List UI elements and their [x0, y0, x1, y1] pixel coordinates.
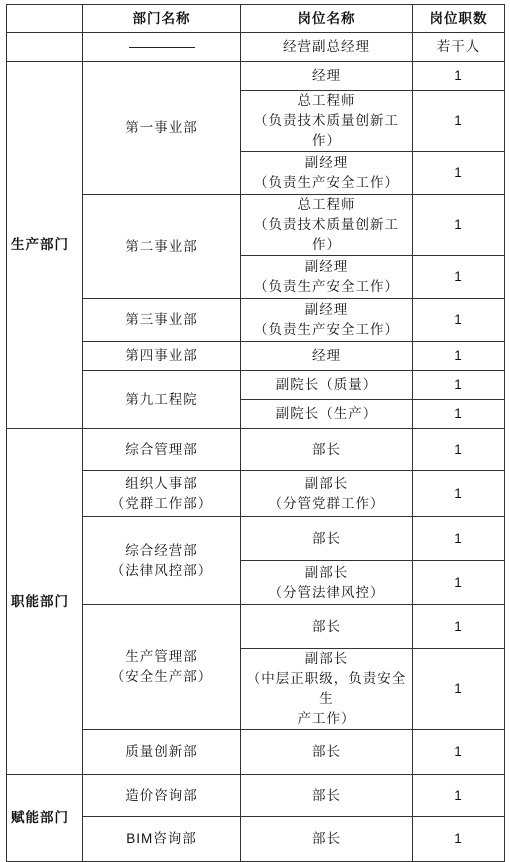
post-cell: [241, 91, 413, 152]
post-cell: [241, 152, 413, 195]
text-line: （分管法律风控）: [268, 584, 385, 601]
text-line: 综合管理部: [125, 441, 198, 458]
top-count: 若干人: [413, 33, 505, 62]
text-line: 副院长（生产）: [275, 406, 378, 422]
text-line: 产工作）: [297, 711, 356, 727]
post-cell: [241, 371, 413, 400]
top-dept: [83, 33, 241, 62]
count-cell: 1: [413, 400, 505, 429]
dash-line: [129, 47, 195, 48]
text-line: 质量创新部: [125, 744, 198, 760]
text-line: （中层正职级，负责安全生: [246, 671, 407, 707]
text-line: BIM咨询部: [126, 831, 197, 846]
header-blank: [7, 5, 83, 33]
post-cell: [241, 299, 413, 342]
header-row: [7, 5, 505, 33]
text-line: 副部长: [304, 475, 349, 492]
post-cell: [241, 400, 413, 429]
text-line: 部长: [312, 530, 341, 547]
header-post: 岗位名称: [241, 5, 413, 33]
dept-cell: [83, 730, 241, 775]
category-production: 生产部门: [7, 62, 83, 429]
text-line: （负责技术质量创新工作）: [254, 113, 399, 149]
count-cell: 1: [413, 817, 505, 862]
top-blank: [7, 33, 83, 62]
text-line: 部长: [312, 744, 341, 760]
text-line: 总工程师: [297, 93, 356, 109]
dept-cell: [83, 429, 241, 471]
dept-cell: [83, 775, 241, 817]
count-cell: 1: [413, 91, 505, 152]
text-line: 第二事业部: [125, 238, 198, 255]
count-cell: 1: [413, 649, 505, 730]
post-cell: [241, 471, 413, 517]
post-cell: [241, 429, 413, 471]
text-line: （安全生产部）: [110, 669, 213, 685]
count-cell: 1: [413, 429, 505, 471]
text-line: （负责生产安全工作）: [254, 322, 399, 338]
table-row: [7, 62, 505, 91]
post-cell: [241, 605, 413, 649]
org-positions-table: [6, 4, 505, 862]
text-line: 部长: [312, 787, 341, 804]
count-cell: 1: [413, 561, 505, 605]
count-cell: 1: [413, 605, 505, 649]
count-cell: 1: [413, 299, 505, 342]
dept-cell: [83, 817, 241, 862]
text-line: 部长: [312, 441, 341, 458]
count-cell: 1: [413, 256, 505, 299]
post-cell: [241, 817, 413, 862]
text-line: 副经理: [304, 259, 349, 275]
category-enabling: 赋能部门: [7, 775, 83, 862]
count-cell: 1: [413, 152, 505, 195]
text-line: 造价咨询部: [125, 787, 198, 804]
text-line: 第九工程院: [125, 391, 198, 408]
text-line: 副院长（质量）: [275, 377, 378, 393]
text-line: （负责生产安全工作）: [254, 175, 399, 191]
text-line: 副经理: [304, 155, 349, 171]
post-cell: [241, 561, 413, 605]
dept-cell: [83, 605, 241, 730]
post-cell: [241, 775, 413, 817]
count-cell: 1: [413, 730, 505, 775]
text-line: （分管党群工作）: [268, 495, 385, 512]
count-cell: 1: [413, 775, 505, 817]
text-line: 部长: [312, 831, 341, 847]
dept-cell: [83, 517, 241, 605]
dept-cell: [83, 342, 241, 371]
text-line: 生产管理部: [125, 649, 198, 665]
text-line: 第四事业部: [125, 348, 198, 364]
top-post: 经营副总经理: [241, 33, 413, 62]
text-line: （负责技术质量创新工作）: [254, 217, 399, 253]
text-line: 第三事业部: [125, 312, 198, 328]
count-cell: 1: [413, 62, 505, 91]
post-cell: [241, 649, 413, 730]
count-cell: 1: [413, 471, 505, 517]
header-count: 岗位职数: [413, 5, 505, 33]
text-line: （负责生产安全工作）: [254, 279, 399, 295]
text-line: 经理: [312, 348, 341, 364]
dept-cell: [83, 195, 241, 299]
header-dept: 部门名称: [83, 5, 241, 33]
top-row: [7, 33, 505, 62]
post-cell: [241, 256, 413, 299]
dept-cell: [83, 471, 241, 517]
post-cell: [241, 195, 413, 256]
table-row: [7, 429, 505, 471]
count-cell: 1: [413, 342, 505, 371]
text-line: 部长: [312, 618, 341, 635]
count-cell: 1: [413, 195, 505, 256]
text-line: 经理: [312, 68, 341, 84]
text-line: （党群工作部）: [110, 495, 213, 512]
text-line: 综合经营部: [125, 542, 198, 559]
text-line: 副部长: [304, 651, 349, 667]
table-row: [7, 775, 505, 817]
post-cell: [241, 730, 413, 775]
dept-cell: [83, 299, 241, 342]
post-cell: [241, 62, 413, 91]
dept-cell: [83, 371, 241, 429]
post-cell: [241, 517, 413, 561]
text-line: 组织人事部: [125, 475, 198, 492]
count-cell: 1: [413, 371, 505, 400]
post-cell: [241, 342, 413, 371]
category-functional: 职能部门: [7, 429, 83, 775]
dept-cell: [83, 62, 241, 195]
count-cell: 1: [413, 517, 505, 561]
text-line: （法律风控部）: [110, 562, 213, 579]
text-line: 副部长: [304, 564, 349, 581]
text-line: 副经理: [304, 302, 349, 318]
text-line: 第一事业部: [125, 120, 198, 136]
text-line: 总工程师: [297, 197, 356, 213]
